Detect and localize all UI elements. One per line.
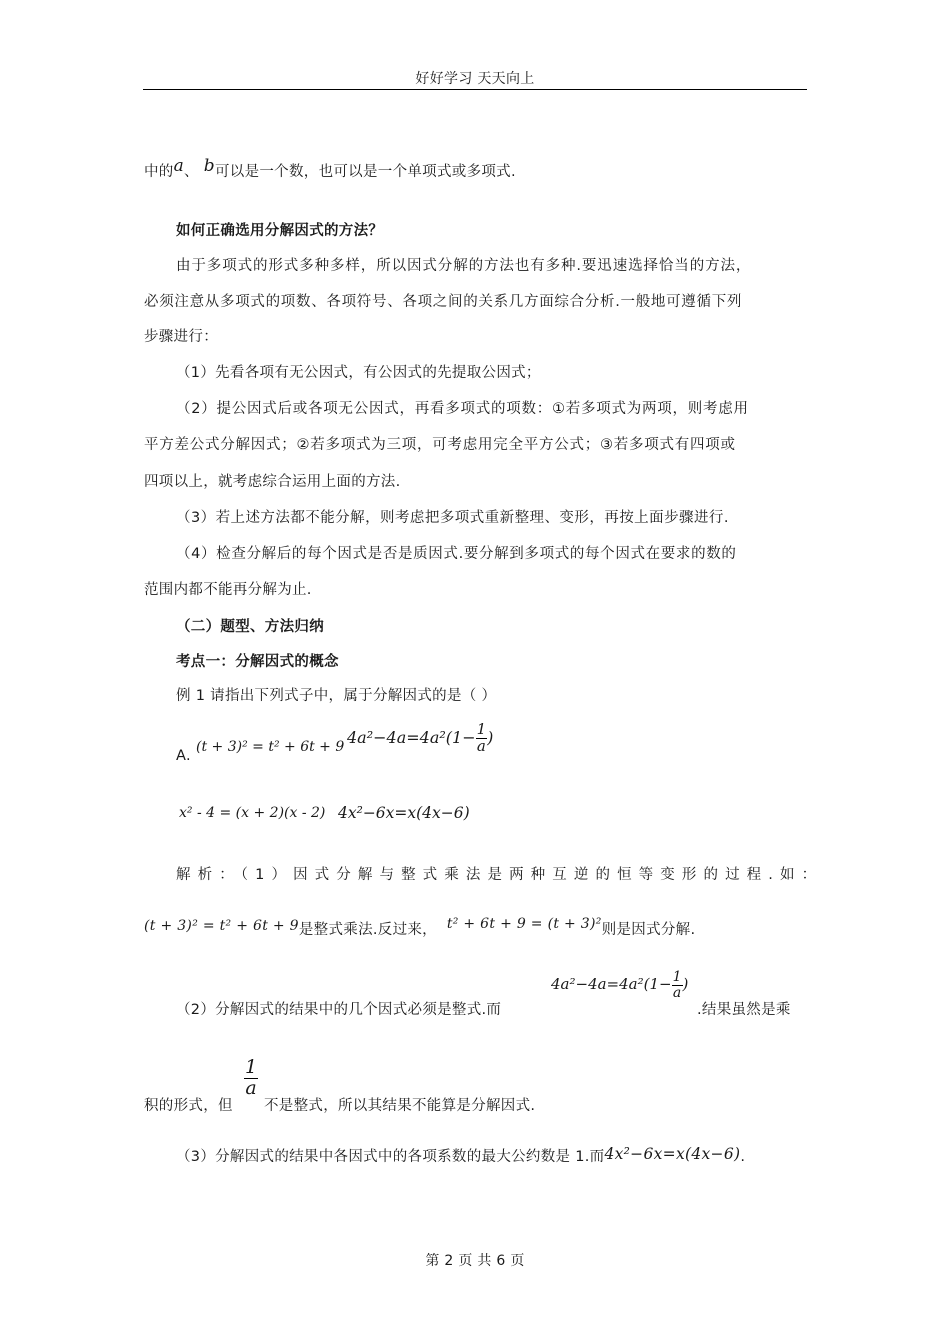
analysis-p3-formula: 4x²−6x=x(4x−6) bbox=[604, 1145, 741, 1163]
analysis-p3 bbox=[176, 1145, 745, 1166]
step-2-line-3: 四项以上，就考虑综合运用上面的方法. bbox=[144, 474, 401, 490]
example-1: 例 1 请指出下列式子中，属于分解因式的是（ ） bbox=[176, 688, 497, 704]
formula-expand: (t + 3)² = t² + 6t + 9 bbox=[144, 918, 299, 934]
analysis-mid: 是整式乘法.反过来， bbox=[298, 922, 437, 938]
p2-formula-left: 4a²−4a=4a²(1− bbox=[551, 975, 672, 994]
formula-reverse: t² + 6t + 9 = (t + 3)² bbox=[446, 916, 602, 932]
analysis-line-1: 解析：（1）因式分解与整式乘法是两种互逆的恒等变形的过程.如： bbox=[176, 867, 824, 883]
step-2-line-1: （2）提公因式后或各项无公因式，再看多项式的项数：①若多项式为两项，则考虑用 bbox=[176, 401, 749, 417]
analysis-line-2 bbox=[144, 918, 695, 939]
intro-sep: 、 bbox=[184, 164, 199, 180]
p2-fraction-denominator: a bbox=[672, 984, 682, 1001]
analysis-p2-line2-head: 积的形式，但 bbox=[144, 1098, 233, 1114]
formula-2-fraction bbox=[476, 722, 488, 755]
p2-fraction-numerator: 1 bbox=[672, 969, 682, 985]
analysis-p2-tail: .结果虽然是乘 bbox=[697, 1002, 791, 1018]
formula-2 bbox=[347, 722, 493, 755]
para-line-1: 由于多项式的形式多种多样，所以因式分解的方法也有多种.要迅速选择恰当的方法， bbox=[176, 258, 752, 274]
kaodian-heading: 考点一：分解因式的概念 bbox=[176, 654, 339, 670]
header-title: 好好学习 天天向上 bbox=[415, 71, 535, 87]
fraction-denominator: a bbox=[476, 736, 486, 755]
intro-prefix: 中的 bbox=[144, 164, 174, 180]
section1-heading: 如何正确选用分解因式的方法？ bbox=[176, 223, 384, 239]
formula-3: x² - 4 = (x + 2)(x - 2) bbox=[179, 805, 326, 821]
analysis-tail: 则是因式分解. bbox=[601, 922, 696, 938]
para-line-2: 必须注意从多项式的项数、各项符号、各项之间的关系几方面综合分析.一般地可遵循下列 bbox=[144, 294, 743, 310]
page-number: 第 2 页 共 6 页 bbox=[425, 1253, 525, 1269]
step-4-line-2: 范围内都不能再分解为止. bbox=[144, 582, 312, 598]
p2-formula-fraction bbox=[672, 970, 683, 1000]
intro-line bbox=[144, 156, 516, 181]
step-4-line-1: （4）检查分解后的每个因式是否是质因式.要分解到多项式的每个因式在要求的数的 bbox=[176, 546, 737, 562]
var-b: b bbox=[203, 156, 215, 176]
header-rule bbox=[143, 89, 807, 90]
analysis-p2-head: （2）分解因式的结果中的几个因式必须是整式.而 bbox=[176, 1002, 502, 1018]
standalone-denominator: a bbox=[245, 1076, 257, 1099]
fraction-numerator: 1 bbox=[476, 720, 487, 738]
var-a: a bbox=[173, 156, 185, 176]
intro-suffix: 可以是一个数，也可以是一个单项式或多项式. bbox=[214, 164, 516, 180]
formula-4: 4x²−6x=x(4x−6) bbox=[338, 804, 470, 822]
step-1: （1）先看各项有无公因式，有公因式的先提取公因式； bbox=[176, 365, 541, 381]
analysis-p3-head: （3）分解因式的结果中各因式中的各项系数的最大公约数是 1.而 bbox=[176, 1149, 605, 1165]
section2-heading: （二）题型、方法归纳 bbox=[176, 619, 324, 635]
para-line-3: 步骤进行： bbox=[144, 329, 218, 345]
formula-2-right: ) bbox=[487, 727, 494, 747]
option-a-label: A. bbox=[176, 748, 191, 764]
formula-1: (t + 3)² = t² + 6t + 9 bbox=[196, 739, 345, 755]
analysis-p2-formula bbox=[551, 970, 688, 1000]
formula-2-left: 4a²−4a=4a²(1− bbox=[347, 727, 476, 747]
standalone-fraction bbox=[244, 1058, 258, 1099]
standalone-numerator: 1 bbox=[245, 1056, 258, 1078]
p2-formula-right: ) bbox=[682, 975, 689, 994]
step-3: （3）若上述方法都不能分解，则考虑把多项式重新整理、变形，再按上面步骤进行. bbox=[176, 510, 729, 526]
analysis-p3-tail: . bbox=[740, 1149, 746, 1165]
step-2-line-2: 平方差公式分解因式；②若多项式为三项，可考虑用完全平方公式；③若多项式有四项或 bbox=[144, 437, 736, 453]
analysis-p2-line2-tail: 不是整式，所以其结果不能算是分解因式. bbox=[264, 1098, 536, 1114]
